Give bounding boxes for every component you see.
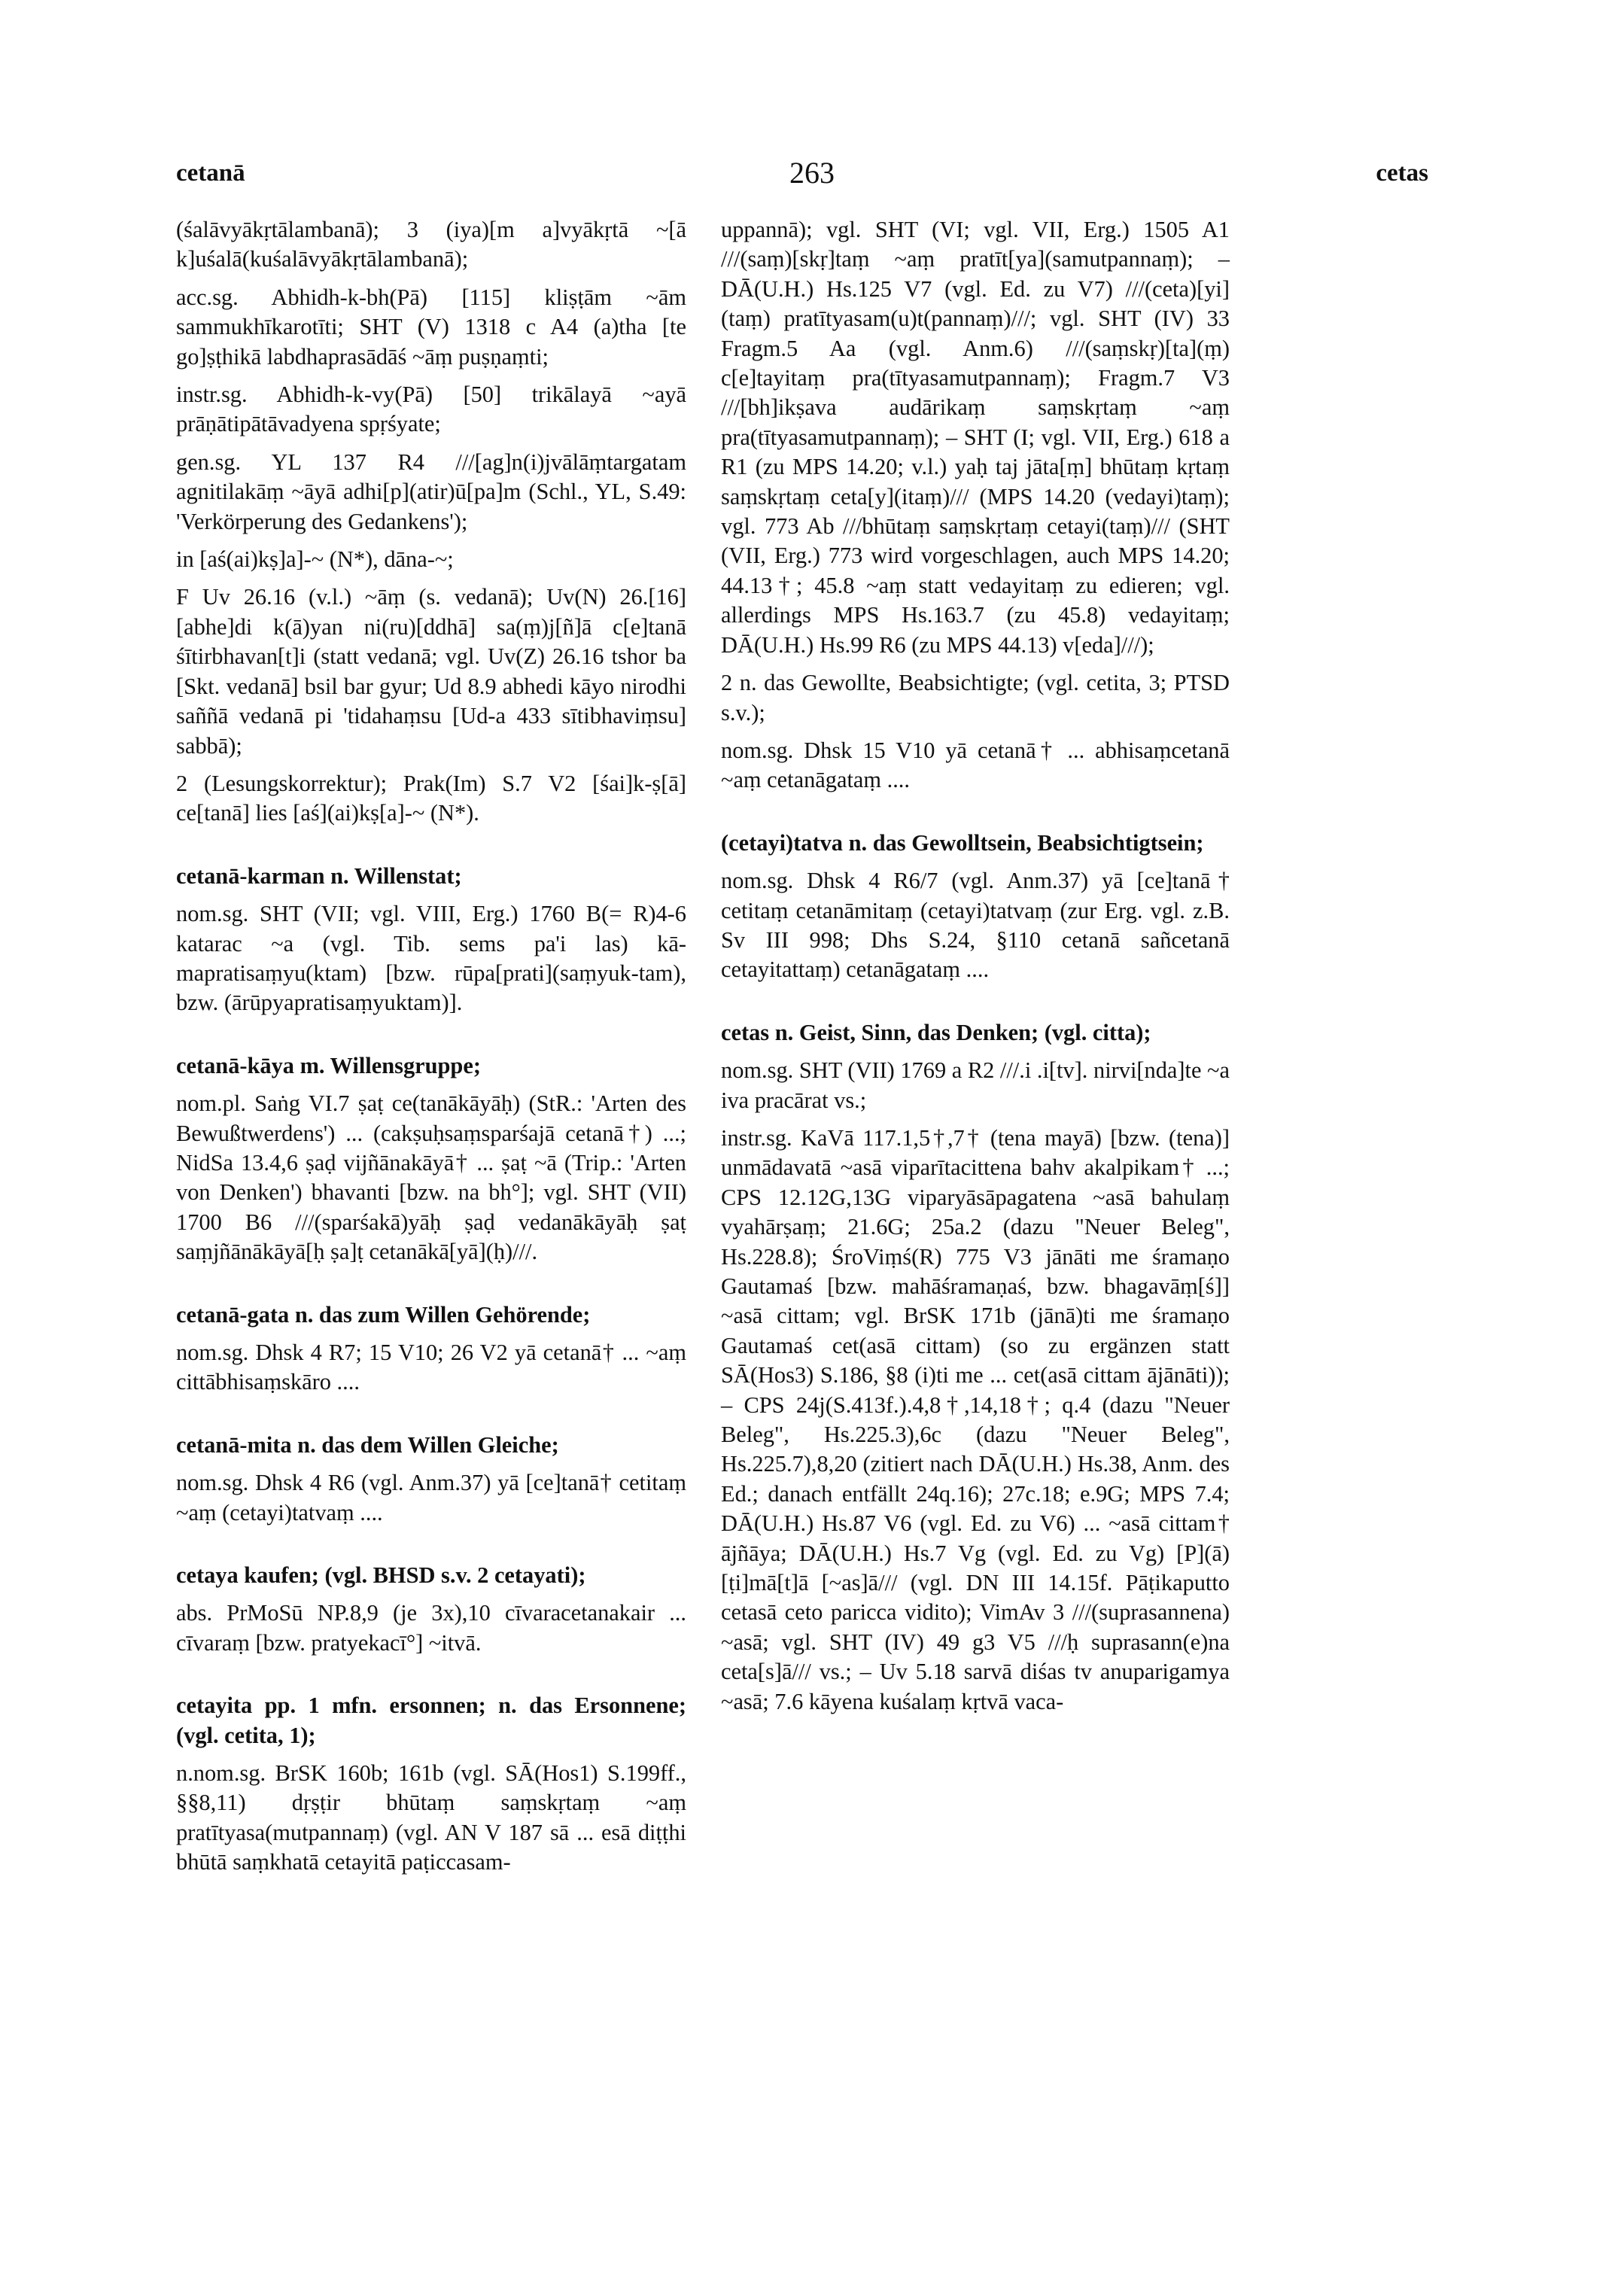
entry-headword-gata: cetanā-gata n. das zum Willen Gehörende; [176, 1301, 591, 1328]
entry-body-cetas-nom: nom.sg. SHT (VII) 1769 a R2 ///.i .i[tv]. nirvi[nda]te ~a iva pracārat vs.; [721, 1057, 1230, 1113]
left-column [176, 215, 686, 1886]
entry-headword-karman: cetanā-karman n. Willenstat; [176, 862, 462, 889]
sense-2: 2 (Lesungskorrektur); Prak(Im) S.7 V2 [śai]k-ṣ[ā] ce[tanā] lies [aś](ai)kṣ[a]-~ (N*). [176, 770, 686, 826]
entry-headword-tatva: (cetayi)tatva n. das Gewolltsein, Beabsichtigtsein; [721, 829, 1204, 856]
entry-fragment: (śalāvyākṛtālambanā); 3 (iya)[m a]vyākṛtā ~[ā k]uśalā(kuśalāvyākṛtālambanā); [176, 217, 686, 272]
compound-list: in [aś(ai)kṣ]a]-~ (N*), dāna-~; [176, 546, 454, 573]
entry-body-gata: nom.sg. Dhsk 4 R7; 15 V10; 26 V2 yā cetanā† ... ~aṃ cittābhisaṃskāro .... [176, 1340, 686, 1395]
entry-continuation: uppannā); vgl. SHT (VI; vgl. VII, Erg.) 1505 A1 ///(saṃ)[skṛ]taṃ ~aṃ pratīt[ya](samutpannaṃ); – DĀ(U.H.) Hs.125 V7 (vgl. Ed. zu V7) ///(ceta)[yi](taṃ) pratītyasam(u)t(pannaṃ)///; vgl. SHT (IV) 33 Fragm.5 Aa (vgl. Anm.6) ///(saṃskṛ)[ta](ṃ) c[e]tayitaṃ pra(tītyasamutpannaṃ); Fragm.7 V3 ///[bh]ikṣava audārikaṃ saṃskṛtaṃ ~aṃ pra(tītyasamutpannaṃ); – SHT (I; vgl. VII, Erg.) 618 a R1 (zu MPS 14.20; v.l.) yaḥ taj jāta[ṃ] bhūtaṃ kṛtaṃ saṃskṛtaṃ ceta[y](itaṃ)/// (MPS 14.20 (vedayi)taṃ); vgl. 773 Ab ///bhūtaṃ saṃskṛtaṃ cetayi(taṃ)/// (SHT (VII, Erg.) 773 wird vorgeschlagen, auch MPS 14.20; 44.13†; 45.8 ~aṃ statt vedayitaṃ zu edieren; vgl. allerdings MPS Hs.163.7 (zu 45.8) vedayitaṃ; DĀ(U.H.) Hs.99 R6 (zu MPS 44.13) v[eda]///); [721, 217, 1230, 658]
entry-headword-cetayita: cetayita pp. 1 mfn. ersonnen; n. das Ersonnene; (vgl. cetita, 1); [176, 1693, 686, 1748]
citation-acc-sg: acc.sg. Abhidh-k-bh(Pā) [115] kliṣṭām ~ām sammukhīkarotīti; SHT (V) 1318 c A4 (a)tha [te go]ṣṭhikā labdhaprasādāś ~āṃ puṣṇaṃti; [176, 284, 686, 370]
page-number: 263 [789, 156, 835, 190]
citation-instr-sg: instr.sg. Abhidh-k-vy(Pā) [50] trikālayā ~ayā prāṇātipātāvadyena spṛśyate; [176, 382, 686, 437]
entry-body-mita: nom.sg. Dhsk 4 R6 (vgl. Anm.37) yā [ce]tanā† cetitaṃ ~aṃ (cetayi)tatvaṃ .... [176, 1470, 686, 1525]
entry-headword-mita: cetanā-mita n. das dem Willen Gleiche; [176, 1431, 559, 1458]
entry-headword-cetas: cetas n. Geist, Sinn, das Denken; (vgl. citta); [721, 1019, 1151, 1045]
entry-body-cetas-instr: instr.sg. KaVā 117.1,5†,7† (tena mayā) [bzw. (tena)] unmādavatā ~asā viparītacittena bahv akalpikam† ...; CPS 12.12G,13G viparyāsāpagatena ~asā bahulaṃ vyahārṣaṃ; 21.6G; 25a.2 (dazu "Neuer Beleg", Hs.228.8); ŚroViṃś(R) 775 V3 jānāti me śramaṇo Gautamaś [bzw. mahāśramaṇaś, bzw. bhagavāṃ[ś]] ~asā cittam; vgl. BrSK 171b (jānā)ti me śramaṇo Gautamaś cet(asā cittam) (so zu ergänzen statt SĀ(Hos3) S.186, §8 (i)ti me ... cet(asā cittam ājānāti)); – CPS 24j(S.413f.).4,8†,14,18†; q.4 (dazu "Neuer Beleg", Hs.225.3),6c (dazu "Neuer Beleg", Hs.225.7),8,20 (zitiert nach DĀ(U.H.) Hs.38, Anm. des Ed.; danach entfällt 24q.16); 27c.18; e.9G; MPS 7.4; DĀ(U.H.) Hs.87 V6 (vgl. Ed. zu V6) ... ~asā cittam† ājñāya; DĀ(U.H.) Hs.7 Vg (vgl. Ed. zu Vg) [P](ā)[ṭi]mā[t]ā [~as]ā/// (vgl. DN III 14.15f. Pāṭikaputto cetasā ceto paricca vidito); VimAv 3 ///(suprasannena) ~asā; vgl. SHT (IV) 49 g3 V5 ///ḥ suprasann(e)na ceta[s]ā/// vs.; – Uv 5.18 sarvā diśas tv anuparigamya ~asā; 7.6 kāyena kuśalaṃ kṛtvā vaca- [721, 1124, 1230, 1714]
sense-2-heading: 2 n. das Gewollte, Beabsichtigte; (vgl. cetita, 3; PTSD s.v.); [721, 670, 1230, 725]
citation-uv: F Uv 26.16 (v.l.) ~āṃ (s. vedanā); Uv(N) 26.[16] [abhe]di k(ā)yan ni(ru)[ddhā] sa(ṃ)j[ñ]ā c[e]tanā śītirbhavan[t]i (statt vedanā; vgl. Uv(Z) 26.16 tshor ba [Skt. vedanā] bsil bar gyur; Ud 8.9 abhedi kāyo nirodhi saññā vedanā pi 'tidahaṃsu [Ud-a 433 sītibhaviṃsu] sabbā); [176, 584, 686, 759]
entry-body-cetaya: abs. PrMoSū NP.8,9 (je 3x),10 cīvaracetanakair ... cīvaraṃ [bzw. pratyekacī°] ~itvā. [176, 1600, 686, 1656]
citation-gen-sg: gen.sg. YL 137 R4 ///[ag]n(i)jvālāṃtargatam agnitilakāṃ ~āyā adhi[p](atir)ū[pa]m (Schl., YL, S.49: 'Verkörperung des Gedankens'); [176, 449, 686, 534]
entry-body-cetayita: n.nom.sg. BrSK 160b; 161b (vgl. SĀ(Hos1) S.199ff., §§8,11) dṛṣṭir bhūtaṃ saṃskṛtaṃ ~aṃ pratītyasa(mutpannaṃ) (vgl. AN V 187 sā ... esā diṭṭhi bhūtā saṃkhatā cetayitā paṭiccasam- [176, 1760, 686, 1875]
entry-headword-cetaya: cetaya kaufen; (vgl. BHSD s.v. 2 cetayati); [176, 1562, 586, 1589]
entry-body-tatva: nom.sg. Dhsk 4 R6/7 (vgl. Anm.37) yā [ce]tanā† cetitaṃ cetanāmitaṃ (cetayi)tatvaṃ (zur Erg. vgl. z.B. Sv III 998; Dhs S.24, §110 cetanā sañcetanā cetayitattaṃ) cetanāgataṃ .... [721, 868, 1230, 983]
sense-2-body: nom.sg. Dhsk 15 V10 yā cetanā† ... abhisaṃcetanā ~aṃ cetanāgataṃ .... [721, 737, 1230, 793]
running-head-right: cetas [1376, 160, 1428, 187]
right-column [721, 215, 1230, 1725]
entry-body-kaya: nom.pl. Saṅg VI.7 ṣaṭ ce(tanākāyāḥ) (StR.: 'Arten des Bewußtwerdens') ... (cakṣuḥsaṃsparśajā cetanā†) ...; NidSa 13.4,6 ṣaḍ vijñānakāyā† ... ṣaṭ ~ā (Trip.: 'Arten von Denken') bhavanti [bzw. na bh°]; vgl. SHT (VII) 1700 B6 ///(sparśakā)yāḥ ṣaḍ vedanākāyāḥ ṣaṭ saṃjñānākāyā[ḥ ṣa]ṭ cetanākā[yā](ḥ)///. [176, 1090, 686, 1265]
entry-body-karman: nom.sg. SHT (VII; vgl. VIII, Erg.) 1760 B(= R)4-6 katarac ~a (vgl. Tib. sems pa'i las) kā-mapratisaṃyu(ktam) [bzw. rūpa[prati](saṃyuk-tam), bzw. (ārūpyapratisaṃyuktam)]. [176, 901, 686, 1016]
running-head-left: cetanā [176, 160, 245, 187]
entry-headword-kaya: cetanā-kāya m. Willensgruppe; [176, 1052, 481, 1078]
